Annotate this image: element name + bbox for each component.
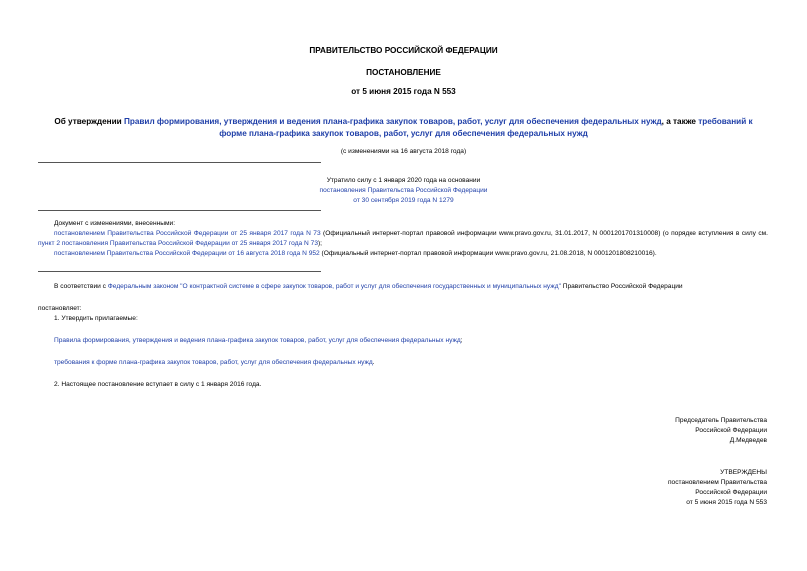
- body-p1-prefix: В соответствии с: [54, 283, 108, 290]
- divider: [38, 162, 321, 163]
- invalidation-line: Утратило силу с 1 января 2020 года на основании: [326, 177, 481, 184]
- invalidation-decree-link[interactable]: постановления Правительства Российской Федерации: [319, 187, 488, 194]
- changes-item-2: [38, 249, 768, 259]
- body-paragraph-1: [38, 282, 768, 292]
- body-p5-end: .: [372, 359, 375, 366]
- changes-item-2-text: (Официальный интернет-портал правовой информации www.pravo.gov.ru, 21.08.2018, N 0001201808210016).: [319, 250, 657, 257]
- body-paragraph-4: [38, 336, 768, 346]
- approval-line-4: от 5 июня 2015 года N 553: [686, 499, 767, 506]
- approved-rules-link[interactable]: Правила формирования, утверждения и ведения плана-графика закупок товаров, работ, услуг для обеспечения федеральных нужд: [54, 337, 461, 344]
- changes-item-1-end: );: [317, 240, 323, 247]
- document-date-number: от 5 июня 2015 года N 553: [351, 87, 456, 96]
- government-heading: ПРАВИТЕЛЬСТВО РОССИЙСКОЙ ФЕДЕРАЦИИ: [309, 46, 498, 55]
- signature-country: Российской Федерации: [695, 427, 767, 434]
- approval-line-3: Российской Федерации: [695, 489, 767, 496]
- body-p1-suffix: Правительство Российской Федерации: [560, 283, 683, 290]
- document-title: [50, 116, 757, 139]
- changes-note: (с изменениями на 16 августа 2018 года): [340, 148, 467, 155]
- title-prefix: Об утверждении: [54, 117, 124, 126]
- invalidation-notice: [200, 176, 607, 206]
- signature-block: [675, 416, 767, 446]
- body-paragraph-6: 2. Настоящее постановление вступает в силу с 1 января 2016 года.: [54, 381, 262, 388]
- document-kind-heading: ПОСТАНОВЛЕНИЕ: [366, 68, 441, 77]
- body-paragraph-2: постановляет:: [38, 305, 82, 312]
- decree-2017-item-2-link[interactable]: пункт 2 постановления Правительства Российской Федерации от 25 января 2017 года N 73: [38, 240, 318, 247]
- document-changes-block: [38, 219, 768, 259]
- body-paragraph-3: 1. Утвердить прилагаемые:: [54, 315, 138, 322]
- federal-law-link[interactable]: Федеральным законом "О контрактной системе в сфере закупок товаров, работ и услуг для обеспечения государственных и муниципальных нужд": [107, 283, 561, 290]
- changes-heading: Документ с изменениями, внесенными:: [54, 220, 176, 227]
- changes-item-1-text: (Официальный интернет-портал правовой информации www.pravo.gov.ru, 31.01.2017, N 0001201701310008) (о порядке вступления в силу см.: [320, 230, 769, 237]
- approval-heading: УТВЕРЖДЕНЫ: [720, 469, 767, 476]
- changes-item-1: [38, 229, 768, 249]
- title-requirements-link[interactable]: требований к форме плана-графика закупок товаров, работ, услуг для обеспечения федеральных нужд: [219, 117, 753, 138]
- approval-block: [668, 468, 767, 508]
- title-rules-link[interactable]: Правил формирования, утверждения и ведения плана-графика закупок товаров, работ, услуг для обеспечения федеральных нужд: [123, 117, 662, 126]
- divider: [38, 210, 321, 211]
- body-p4-end: ;: [460, 337, 463, 344]
- decree-2018-link[interactable]: постановлением Правительства Российской Федерации от 16 августа 2018 года N 952: [54, 250, 320, 257]
- approval-line-2: постановлением Правительства: [667, 479, 767, 486]
- signature-name: Д.Медведев: [729, 437, 767, 444]
- title-middle: , а также: [661, 117, 699, 126]
- decree-2017-link[interactable]: постановлением Правительства Российской Федерации от 25 января 2017 года N 73: [54, 230, 321, 237]
- approved-requirements-link[interactable]: требования к форме плана-графика закупок товаров, работ, услуг для обеспечения федеральных нужд: [54, 359, 373, 366]
- signature-position: Председатель Правительства: [675, 417, 767, 424]
- invalidation-decree-date-link[interactable]: от 30 сентября 2019 года N 1279: [353, 197, 454, 204]
- body-paragraph-5: [38, 358, 768, 368]
- decree-body: [38, 282, 768, 390]
- divider: [38, 271, 321, 272]
